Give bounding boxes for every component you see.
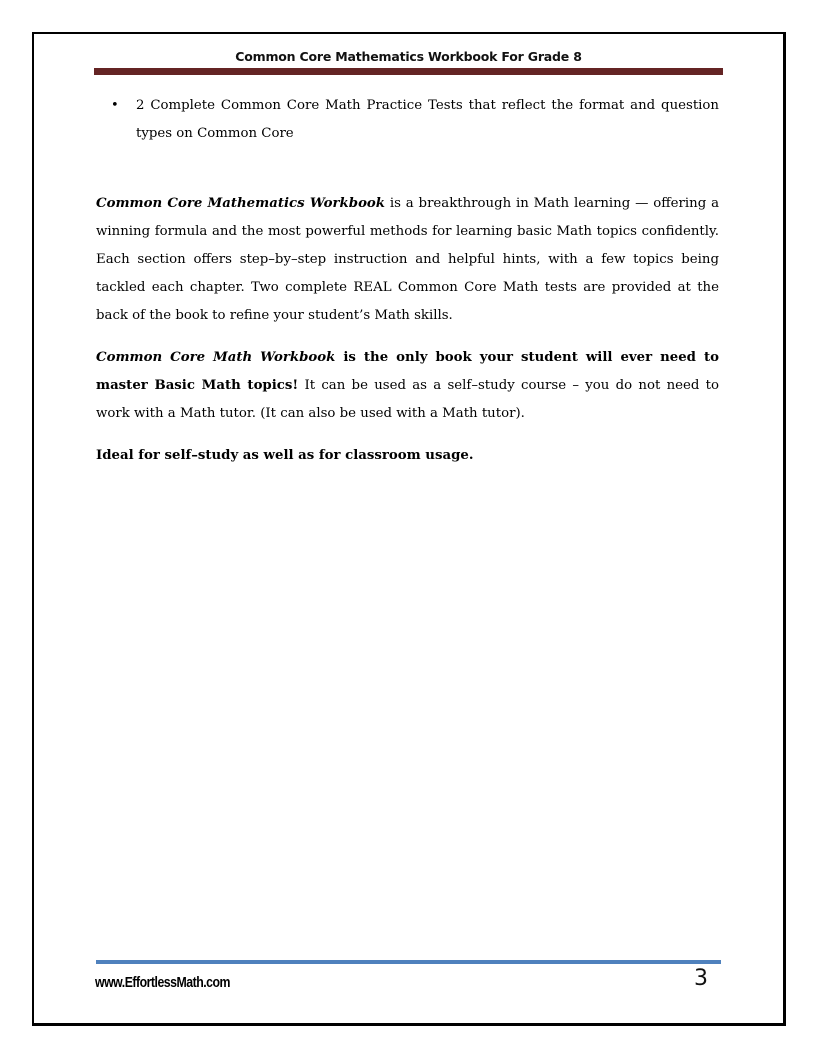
paragraph-only-book: [96, 344, 719, 428]
footer-website: www.EffortlessMath.com: [95, 974, 230, 991]
paragraph-text: It can be used as a self–study course – you do not need to work with a Math tutor. (It can also be used with a Math tutor).: [96, 378, 720, 421]
feature-list: [96, 92, 719, 148]
book-title-emphasis: Common Core Math Workbook: [96, 350, 336, 365]
book-title-emphasis: Common Core Mathematics Workbook: [96, 196, 386, 211]
paragraph-intro: [96, 190, 719, 330]
running-header-title: Common Core Mathematics Workbook For Grade 8: [235, 49, 582, 64]
paragraph-ideal-usage: Ideal for self–study as well as for classroom usage.: [96, 448, 474, 463]
page-body: [96, 92, 719, 470]
paragraph-text: is a breakthrough in Math learning — offering a winning formula and the most powerful methods for learning basic Math topics confidently. Each section offers step–by–step instruction and helpful hints, with a few topics being tackled each chapter. Two complete REAL Common Core Math tests are provided at the back of the book to refine your student’s Math skills.: [96, 196, 720, 323]
list-item: [96, 92, 719, 148]
list-item-text: 2 Complete Common Core Math Practice Tests that reflect the format and question types on Common Core: [136, 98, 719, 141]
page-number: 3: [694, 966, 708, 991]
paragraph-bold-text: is the only book your student will ever need to master Basic Math topics!: [96, 350, 719, 393]
footer-divider: [96, 960, 721, 964]
header-divider: [94, 68, 723, 75]
bullet-icon: •: [111, 98, 119, 113]
